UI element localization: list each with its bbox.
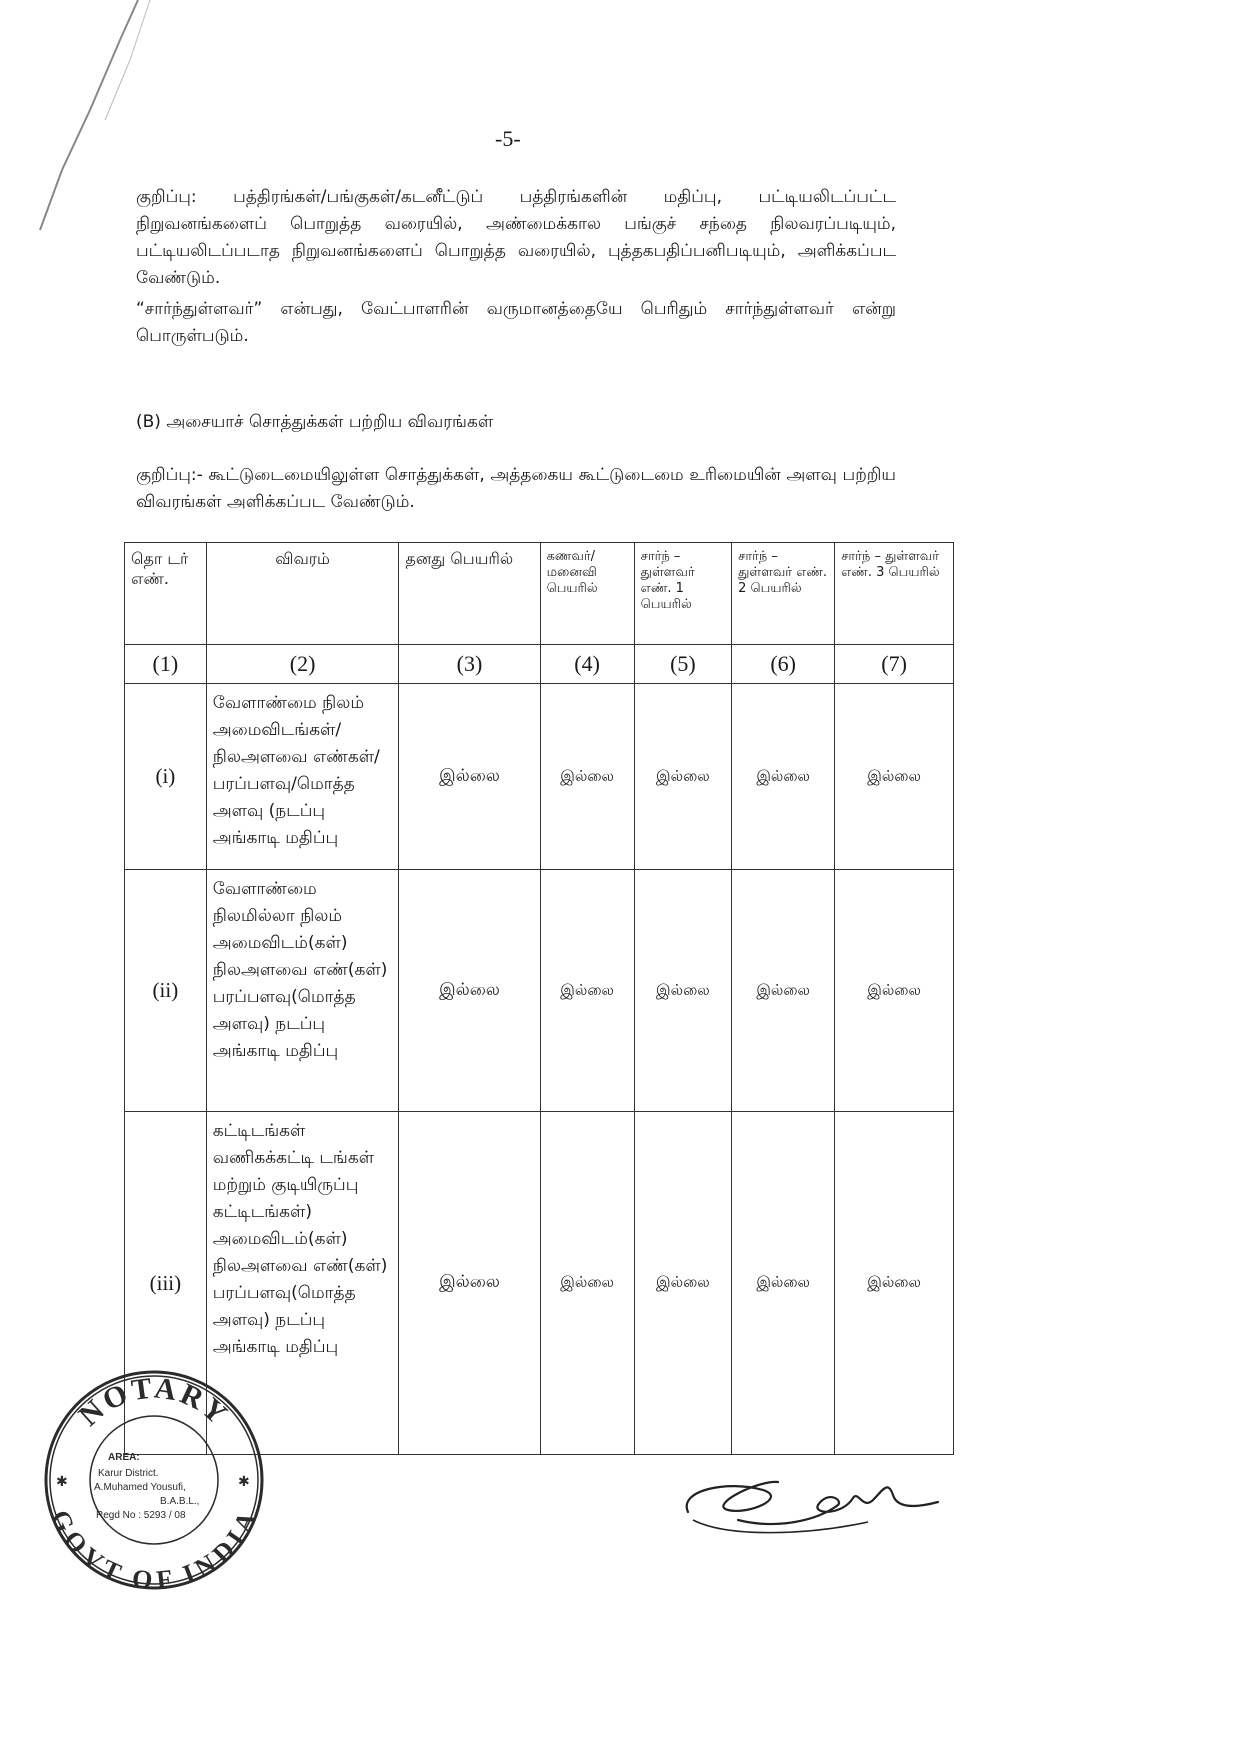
star-icon: ✱ <box>56 1474 68 1490</box>
row-description: வேளாண்மை நிலம் அமைவிடங்கள்/ நிலஅளவை எண்கள்/ பரப்பளவு/மொத்த அளவு (நடப்பு அங்காடி மதிப்பு <box>206 684 399 870</box>
row-id: (iii) <box>125 1112 207 1455</box>
value-self: இல்லை <box>399 1112 540 1455</box>
section-b-title: (B) அசையாச் சொத்துக்கள் பற்றிய விவரங்கள் <box>136 412 494 432</box>
header-self: தனது பெயரில் <box>399 543 540 645</box>
row-description: வேளாண்மை நிலமில்லா நிலம் அமைவிடம்(கள்) நிலஅளவை எண்(கள்) பரப்பளவு(மொத்த அளவு) நடப்பு அங்காடி மதிப்பு <box>206 870 399 1112</box>
value-dependent-2: இல்லை <box>732 684 835 870</box>
svg-text:NOTARY <box>73 1371 236 1432</box>
col-number: (1) <box>125 645 207 684</box>
value-spouse: இல்லை <box>540 1112 634 1455</box>
value-self: இல்லை <box>399 684 540 870</box>
immovable-assets-table <box>124 542 954 1455</box>
value-dependent-3: இல்லை <box>835 1112 954 1455</box>
col-number: (3) <box>399 645 540 684</box>
header-dependent-1: சார்ந் – துள்ளவர் எண். 1 பெயரில் <box>634 543 731 645</box>
value-dependent-2: இல்லை <box>732 870 835 1112</box>
page-number: -5- <box>495 126 521 151</box>
col-number: (7) <box>835 645 954 684</box>
row-id: (i) <box>125 684 207 870</box>
value-dependent-3: இல்லை <box>835 870 954 1112</box>
stamp-area-label: AREA: <box>108 1452 140 1463</box>
header-description: விவரம் <box>206 543 399 645</box>
signature <box>668 1460 948 1540</box>
header-spouse: கணவர்/ மனைவி பெயரில் <box>540 543 634 645</box>
star-icon: ✱ <box>238 1474 250 1490</box>
col-number: (6) <box>732 645 835 684</box>
note-valuation: குறிப்பு: பத்திரங்கள்/பங்குகள்/கடனீட்டுப் பத்திரங்களின் மதிப்பு, பட்டியலிடப்பட்ட நிறுவனங்களைப் பொறுத்த வரையில், அண்மைக்கால பங்குச் சந்தை நிலவரப்படியும், பட்டியலிடப்படாத நிறுவனங்களைப் பொறுத்த வரையில், புத்தகபதிப்பனிபடியும், அளிக்கப்பட வேண்டும். <box>136 187 896 288</box>
stamp-bottom-text: GOVT OF INDIA <box>45 1505 263 1592</box>
stamp-district: Karur District. <box>98 1468 159 1479</box>
value-dependent-1: இல்லை <box>634 684 731 870</box>
value-dependent-1: இல்லை <box>634 1112 731 1455</box>
header-dependent-3: சார்ந் – துள்ளவர் எண். 3 பெயரில் <box>835 543 954 645</box>
notary-stamp <box>42 1368 266 1592</box>
row-id: (ii) <box>125 870 207 1112</box>
value-spouse: இல்லை <box>540 870 634 1112</box>
header-dependent-2: சார்ந் – துள்ளவர் எண். 2 பெயரில் <box>732 543 835 645</box>
col-number: (2) <box>206 645 399 684</box>
col-number: (5) <box>634 645 731 684</box>
table-row <box>125 684 954 870</box>
value-dependent-3: இல்லை <box>835 684 954 870</box>
stamp-top-text: NOTARY <box>72 1371 236 1433</box>
value-dependent-2: இல்லை <box>732 1112 835 1455</box>
table-row <box>125 870 954 1112</box>
stamp-reg: Regd No : 5293 / 08 <box>96 1510 186 1521</box>
stamp-degree: B.A.B.L., <box>160 1496 200 1507</box>
value-spouse: இல்லை <box>540 684 634 870</box>
stamp-name: A.Muhamed Yousufi, <box>94 1482 186 1493</box>
note-joint-ownership: குறிப்பு:- கூட்டுடைமையிலுள்ள சொத்துக்கள், அத்தகைய கூட்டுடைமை உரிமையின் அளவு பற்றிய விவரங்கள் அளிக்கப்பட வேண்டும். <box>136 465 896 512</box>
row-description: கட்டிடங்கள் வணிகக்கட்டி டங்கள் மற்றும் குடியிருப்பு கட்டிடங்கள்) அமைவிடம்(கள்) நிலஅளவை எண்(கள்) பரப்பளவு(மொத்த அளவு) நடப்பு அங்காடி மதிப்பு <box>206 1112 399 1455</box>
column-number-row <box>125 645 954 684</box>
note-dependent-definition: “சார்ந்துள்ளவர்” என்பது, வேட்பாளரின் வருமானத்தையே பெரிதும் சார்ந்துள்ளவர் என்று பொருள்படும். <box>136 299 896 346</box>
value-dependent-1: இல்லை <box>634 870 731 1112</box>
value-self: இல்லை <box>399 870 540 1112</box>
header-serial-no: தொ டர் எண். <box>125 543 207 645</box>
col-number: (4) <box>540 645 634 684</box>
table-header-row <box>125 543 954 645</box>
